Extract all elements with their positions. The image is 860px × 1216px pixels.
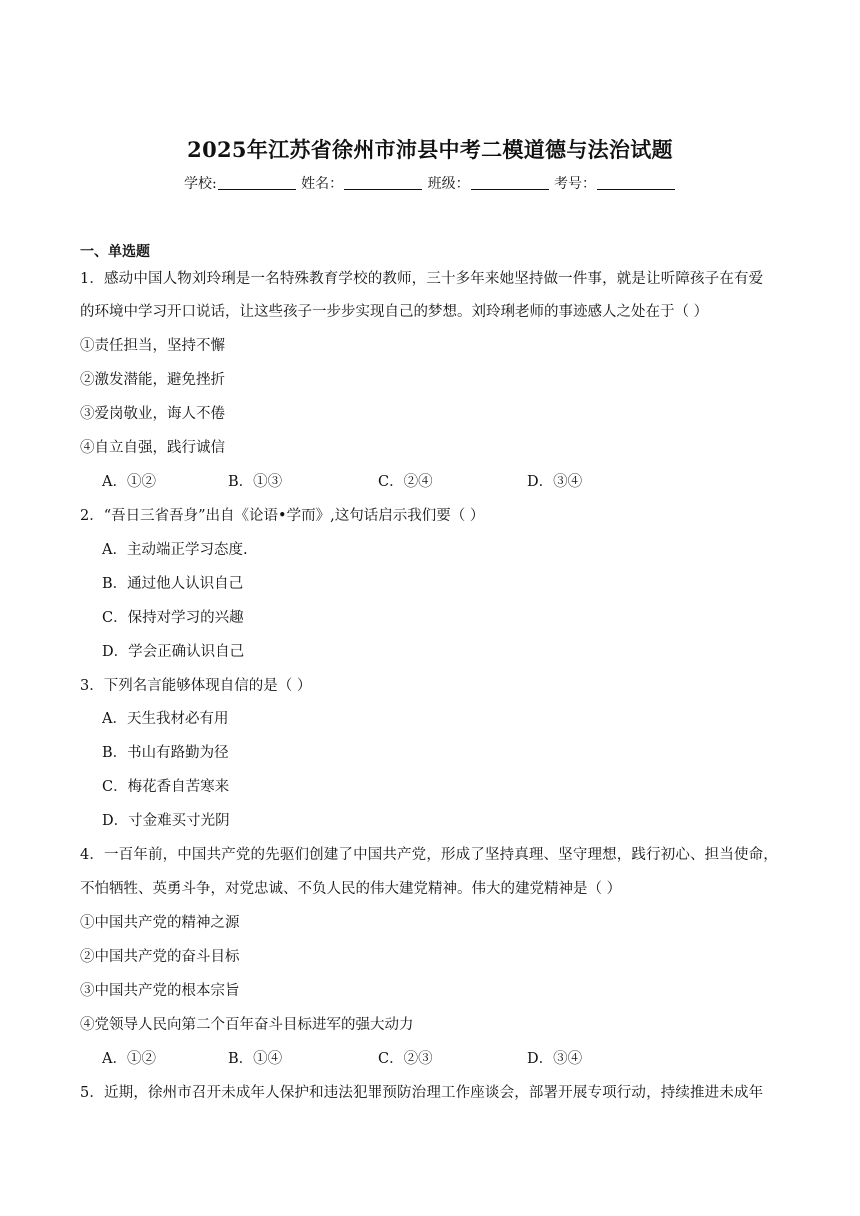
q4-option-b[interactable]: B．①④	[228, 1051, 283, 1067]
q4-item-1: ①中国共产党的精神之源	[80, 915, 240, 931]
name-label: 姓名：	[301, 176, 344, 192]
student-info-line	[0, 173, 860, 193]
q1-option-a[interactable]: A．①②	[102, 474, 156, 490]
q4-item-2: ②中国共产党的奋斗目标	[80, 949, 240, 965]
class-blank[interactable]	[471, 175, 549, 190]
q4-option-c[interactable]: C．②③	[378, 1051, 433, 1067]
q1-option-d[interactable]: D．③④	[527, 474, 583, 490]
q2-stem: 2．“吾日三省吾身”出自《论语•学而》,这句话启示我们要（ ）	[80, 508, 485, 524]
q4-item-4: ④党领导人民向第二个百年奋斗目标进军的强大动力	[80, 1017, 414, 1033]
q5-stem-line-1: 5．近期，徐州市召开未成年人保护和违法犯罪预防治理工作座谈会，部署开展专项行动，持续推进未成年	[80, 1085, 764, 1101]
q4-item-3: ③中国共产党的根本宗旨	[80, 983, 240, 999]
q4-stem-line-2: 不怕牺牲、英勇斗争，对党忠诚、不负人民的伟大建党精神。伟大的建党精神是（ ）	[80, 881, 622, 897]
q4-stem-line-1: 4．一百年前，中国共产党的先驱们创建了中国共产党，形成了坚持真理、坚守理想，践行初心、担当使命，	[80, 847, 778, 863]
q2-option-b[interactable]: B．通过他人认识自己	[102, 576, 244, 592]
number-label: 考号：	[554, 176, 597, 192]
q3-option-b[interactable]: B．书山有路勤为径	[102, 745, 229, 761]
page-title: 2025年江苏省徐州市沛县中考二模道德与法治试题	[187, 137, 673, 162]
q3-option-a[interactable]: A．天生我材必有用	[102, 711, 229, 727]
class-label: 班级：	[427, 176, 470, 192]
q1-stem-line-2: 的环境中学习开口说话，让这些孩子一步步实现自己的梦想。刘玲琍老师的事迹感人之处在于（ ）	[80, 304, 709, 320]
section-heading: 一、单选题	[80, 244, 150, 260]
q2-option-a[interactable]: A．主动端正学习态度.	[102, 542, 248, 558]
q4-option-d[interactable]: D．③④	[527, 1051, 583, 1067]
q4-option-a[interactable]: A．①②	[102, 1051, 156, 1067]
school-blank[interactable]	[218, 175, 296, 190]
q1-item-3: ③爱岗敬业，诲人不倦	[80, 406, 225, 422]
q2-option-d[interactable]: D．学会正确认识自己	[102, 644, 245, 660]
number-blank[interactable]	[597, 175, 675, 190]
q3-option-d[interactable]: D．寸金难买寸光阴	[102, 813, 230, 829]
q1-option-c[interactable]: C．②④	[378, 474, 433, 490]
q3-stem: 3．下列名言能够体现自信的是（ ）	[80, 678, 312, 694]
q3-option-c[interactable]: C．梅花香自苦寒来	[102, 779, 230, 795]
q1-item-2: ②激发潜能，避免挫折	[80, 372, 225, 388]
school-label: 学校:	[183, 176, 217, 192]
q1-option-b[interactable]: B．①③	[228, 474, 283, 490]
q1-stem-line-1: 1．感动中国人物刘玲琍是一名特殊教育学校的教师，三十多年来她坚持做一件事，就是让听障孩子在有爱	[80, 271, 764, 287]
name-blank[interactable]	[344, 175, 422, 190]
q1-item-1: ①责任担当，坚持不懈	[80, 338, 225, 354]
q1-item-4: ④自立自强，践行诚信	[80, 440, 225, 456]
q2-option-c[interactable]: C．保持对学习的兴趣	[102, 610, 244, 626]
